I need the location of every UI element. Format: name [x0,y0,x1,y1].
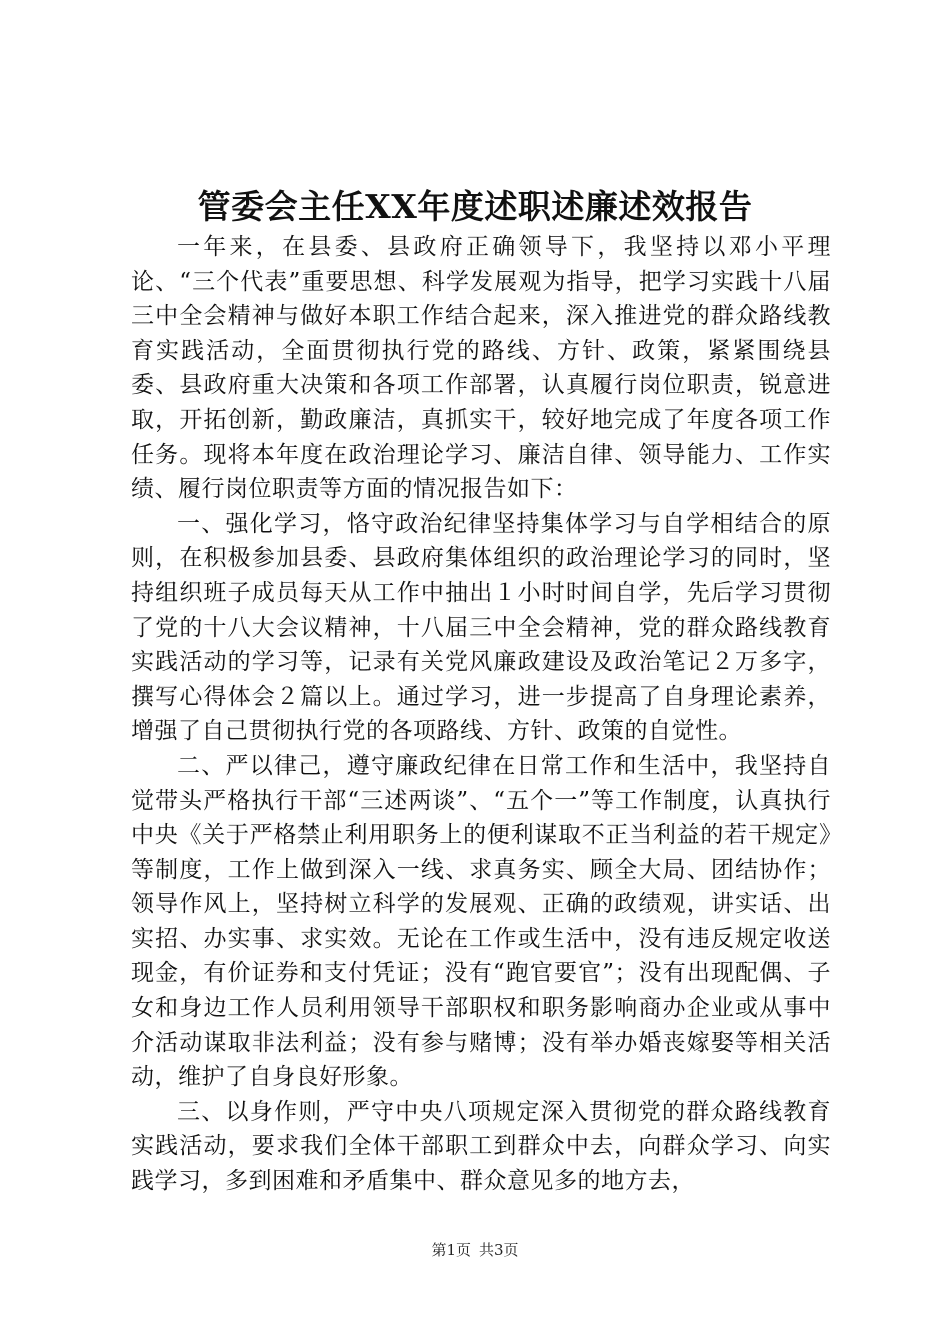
page-number: 第1页 [431,1241,471,1259]
paragraph-section-1: 一、强化学习，恪守政治纪律坚持集体学习与自学相结合的原则，在积极参加县委、县政府集体组织的政治理论学习的同时，坚持组织班子成员每天从工作中抽出１小时时间自学，先后学习贯彻了党的十八大会议精神，十八届三中全会精神，党的群众路线教育实践活动的学习等，记录有关党风廉政建设及政治笔记２万多字，撰写心得体会２篇以上。通过学习，进一步提高了自身理论素养，增强了自己贯彻执行党的各项路线、方针、政策的自觉性。 [131,510,831,745]
page-total: 共3页 [479,1241,519,1259]
paragraph-intro: 一年来，在县委、县政府正确领导下，我坚持以邓小平理论、“三个代表”重要思想、科学发展观为指导，把学习实践十八届三中全会精神与做好本职工作结合起来，深入推进党的群众路线教育实践活动，全面贯彻执行党的路线、方针、政策，紧紧围绕县委、县政府重大决策和各项工作部署，认真履行岗位职责，锐意进取，开拓创新，勤政廉洁，真抓实干，较好地完成了年度各项工作任务。现将本年度在政治理论学习、廉洁自律、领导能力、工作实绩、履行岗位职责等方面的情况报告如下： [131,234,831,503]
paragraph-section-3: 三、以身作则，严守中央八项规定深入贯彻党的群众路线教育实践活动，要求我们全体干部职工到群众中去，向群众学习、向实践学习，多到困难和矛盾集中、群众意见多的地方去， [131,1098,831,1195]
document-title: 管委会主任XX年度述职述廉述效报告 [197,187,753,226]
document-body [131,230,831,1199]
paragraph-section-2: 二、严以律己，遵守廉政纪律在日常工作和生活中，我坚持自觉带头严格执行干部“三述两谈”、“五个一”等工作制度，认真执行中央《关于严格禁止利用职务上的便利谋取不正当利益的若干规定》等制度，工作上做到深入一线、求真务实、顾全大局、团结协作；领导作风上，坚持树立科学的发展观、正确的政绩观，讲实话、出实招、办实事、求实效。无论在工作或生活中，没有违反规定收送现金，有价证券和支付凭证；没有“跑官要官”；没有出现配偶、子女和身边工作人员利用领导干部职权和职务影响商办企业或从事中介活动谋取非法利益；没有参与赌博；没有举办婚丧嫁娶等相关活动，维护了自身良好形象。 [131,752,831,1091]
page-footer [0,1240,950,1260]
